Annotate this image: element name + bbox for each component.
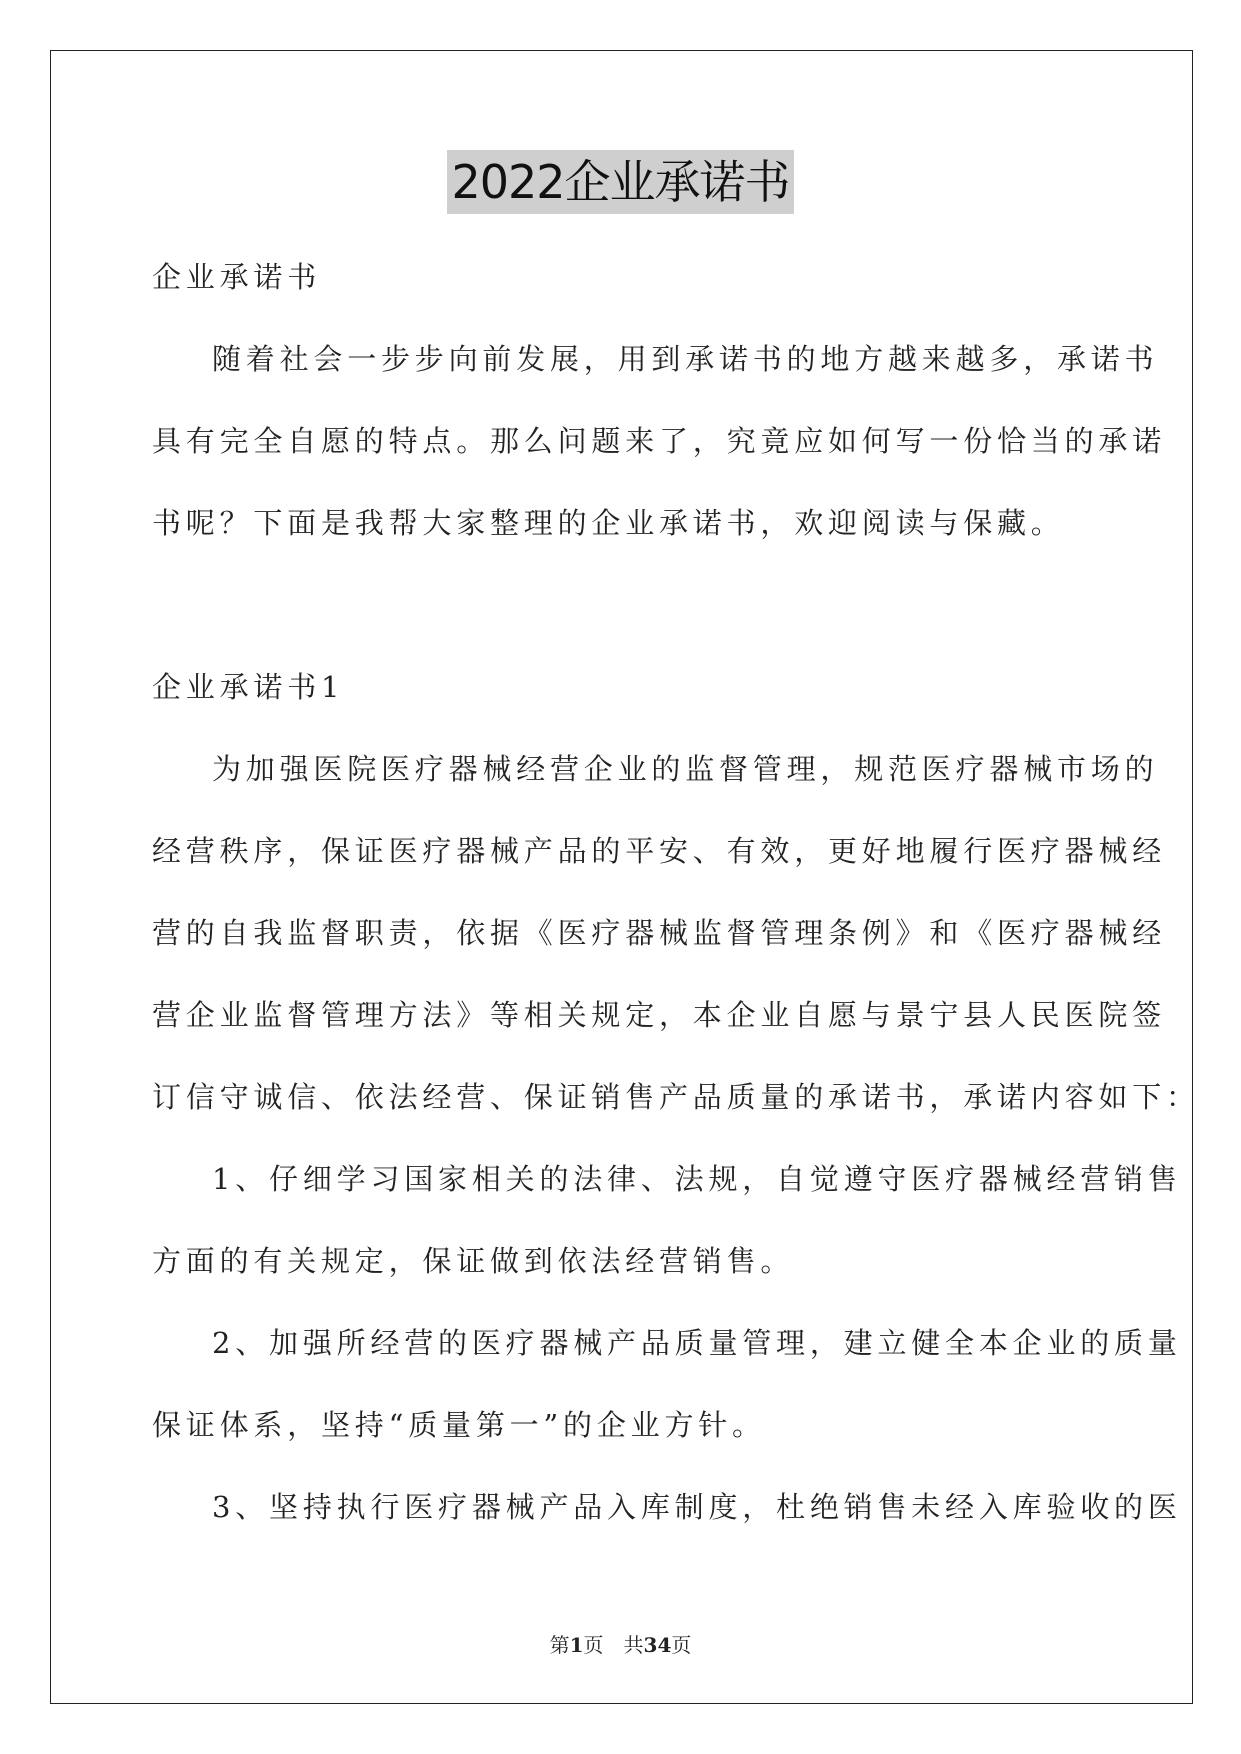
title-container <box>0 150 1241 214</box>
text-line: 书呢？下面是我帮大家整理的企业承诺书，欢迎阅读与保藏。 <box>152 506 1065 540</box>
text-line: 方面的有关规定，保证做到依法经营销售。 <box>152 1244 795 1278</box>
text-line: 具有完全自愿的特点。那么问题来了，究竟应如何写一份恰当的承诺 <box>152 424 1167 458</box>
document-title: 2022企业承诺书 <box>447 150 793 214</box>
text-line: 1、仔细学习国家相关的法律、法规，自觉遵守医疗器械经营销售 <box>212 1162 1182 1196</box>
text-line: 订信守诚信、依法经营、保证销售产品质量的承诺书，承诺内容如下： <box>152 1080 1200 1114</box>
document-body <box>152 236 1200 1548</box>
text-line: 随着社会一步步向前发展，用到承诺书的地方越来越多，承诺书 <box>212 342 1159 376</box>
text-line: 2、加强所经营的医疗器械产品质量管理，建立健全本企业的质量 <box>212 1326 1182 1360</box>
text-line: 企业承诺书 <box>152 260 322 294</box>
text-line: 3、坚持执行医疗器械产品入库制度，杜绝销售未经入库验收的医 <box>212 1490 1182 1524</box>
page-footer <box>0 1632 1241 1658</box>
page-prefix: 第 <box>549 1633 570 1657</box>
page-number: 1 <box>569 1633 584 1657</box>
total-suffix: 页 <box>671 1633 692 1657</box>
text-line <box>152 564 1087 646</box>
text-line: 营的自我监督职责，依据《医疗器械监督管理条例》和《医疗器械经 <box>152 916 1167 950</box>
text-line: 保证体系，坚持“质量第一”的企业方针。 <box>152 1408 766 1442</box>
total-prefix: 共 <box>623 1633 644 1657</box>
total-pages: 34 <box>643 1633 672 1657</box>
page-suffix: 页 <box>583 1633 604 1657</box>
text-line: 企业承诺书1 <box>152 670 345 704</box>
text-line: 经营秩序，保证医疗器械产品的平安、有效，更好地履行医疗器械经 <box>152 834 1167 868</box>
text-line: 为加强医院医疗器械经营企业的监督管理，规范医疗器械市场的 <box>212 752 1159 786</box>
text-line: 营企业监督管理方法》等相关规定，本企业自愿与景宁县人民医院签 <box>152 998 1167 1032</box>
